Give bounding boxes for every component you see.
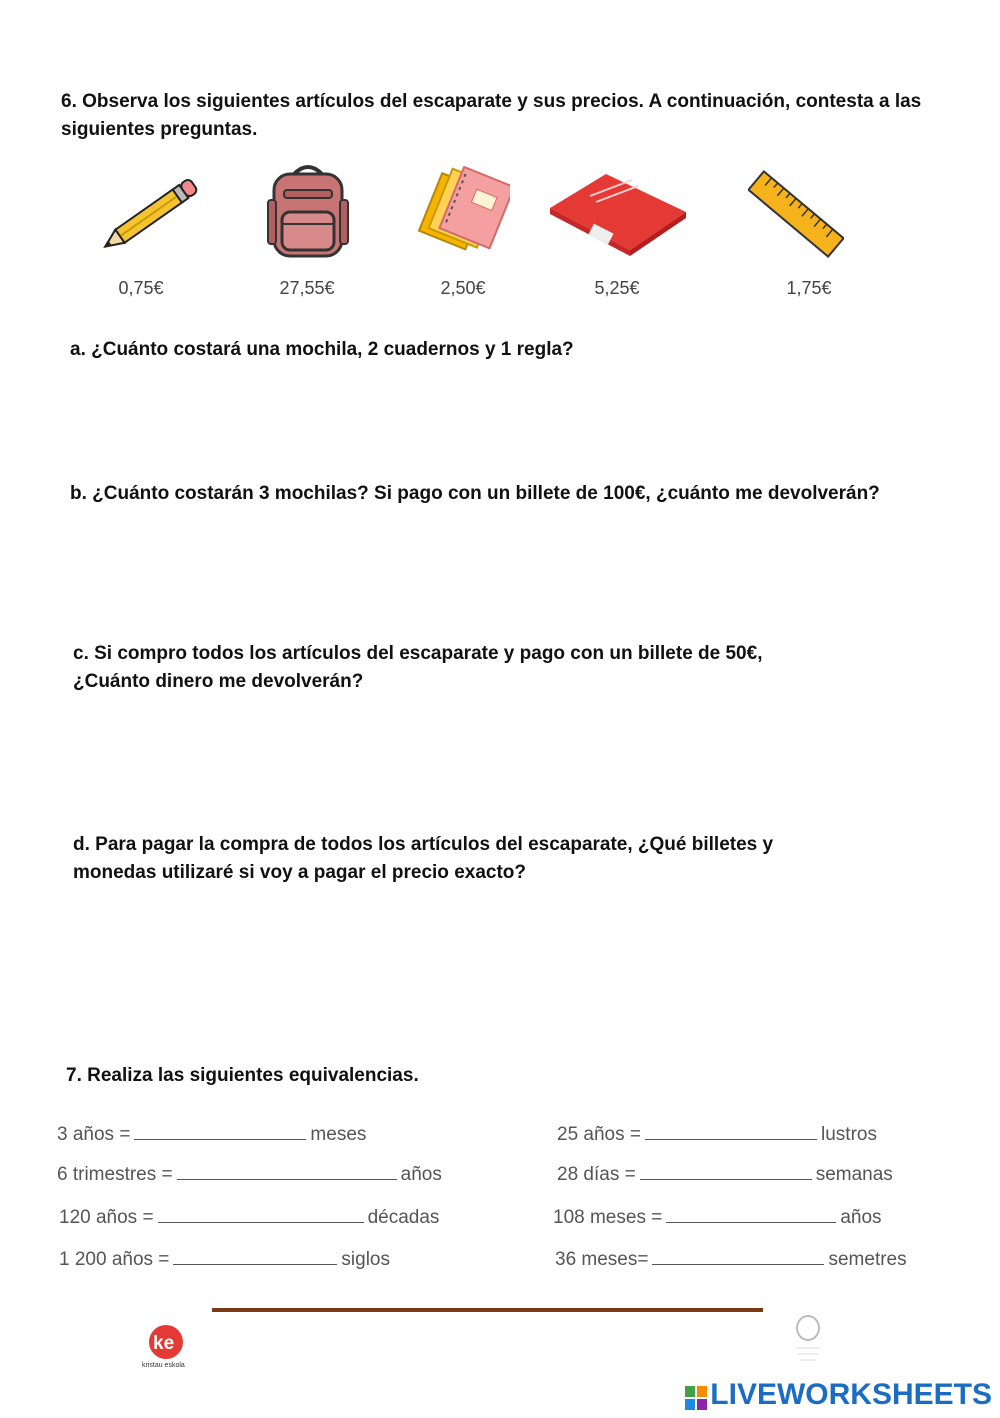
answer-blank[interactable] [640,1163,812,1180]
backpack-icon [266,160,350,260]
svg-text:kristau eskola: kristau eskola [142,1362,185,1369]
notebooks-icon [418,166,510,254]
price-backpack: 27,55€ [279,278,335,298]
footer-rule [212,1308,763,1312]
equivalence-row: 36 meses= semetres [555,1249,907,1270]
question-c-line2: ¿Cuánto dinero me devolverán? [73,671,364,692]
answer-blank[interactable] [173,1248,337,1265]
answer-blank[interactable] [158,1206,364,1223]
answer-blank[interactable] [134,1123,306,1140]
price-pencil: 0,75€ [118,278,164,298]
price-notebook: 2,50€ [440,278,486,298]
answer-blank[interactable] [177,1163,397,1180]
question-d-line1: d. Para pagar la compra de todos los artículos del escaparate, ¿Qué billetes y [73,834,774,855]
question-a: a. ¿Cuánto costará una mochila, 2 cuadernos y 1 regla? [70,339,574,360]
liveworksheets-brand: LIVEWORKSHEETS [685,1378,992,1412]
emblem-logo [790,1314,826,1366]
binder-icon [546,168,690,258]
price-ruler: 1,75€ [786,278,832,298]
pencil-icon [98,170,214,252]
equivalence-row: 1 200 años = siglos [59,1249,390,1270]
exercise-6-title: 6. Observa los siguientes artículos del escaparate y sus precios. A continuación, contesta a las siguientes preguntas. [61,91,922,140]
svg-text:ke: ke [153,1333,175,1354]
answer-blank[interactable] [645,1123,817,1140]
equivalence-row: 120 años = décadas [59,1207,440,1228]
liveworksheets-logo-icon [685,1384,707,1408]
school-logo [142,1322,198,1370]
question-b: b. ¿Cuánto costarán 3 mochilas? Si pago con un billete de 100€, ¿cuánto me devolverán? [70,483,880,504]
answer-blank[interactable] [666,1206,836,1223]
exercise-7-title: 7. Realiza las siguientes equivalencias. [66,1065,419,1086]
equivalence-row: 25 años = lustros [557,1124,877,1145]
equivalence-row: 108 meses = años [553,1207,882,1228]
question-d-line2: monedas utilizaré si voy a pagar el precio exacto? [73,862,527,883]
answer-blank[interactable] [652,1248,824,1265]
equivalence-row: 6 trimestres = años [57,1164,442,1185]
question-c-line1: c. Si compro todos los artículos del escaparate y pago con un billete de 50€, [73,643,763,664]
equivalence-row: 3 años = meses [57,1124,367,1145]
ruler-icon [748,168,844,260]
equivalence-row: 28 días = semanas [557,1164,893,1185]
price-binder: 5,25€ [594,278,640,298]
